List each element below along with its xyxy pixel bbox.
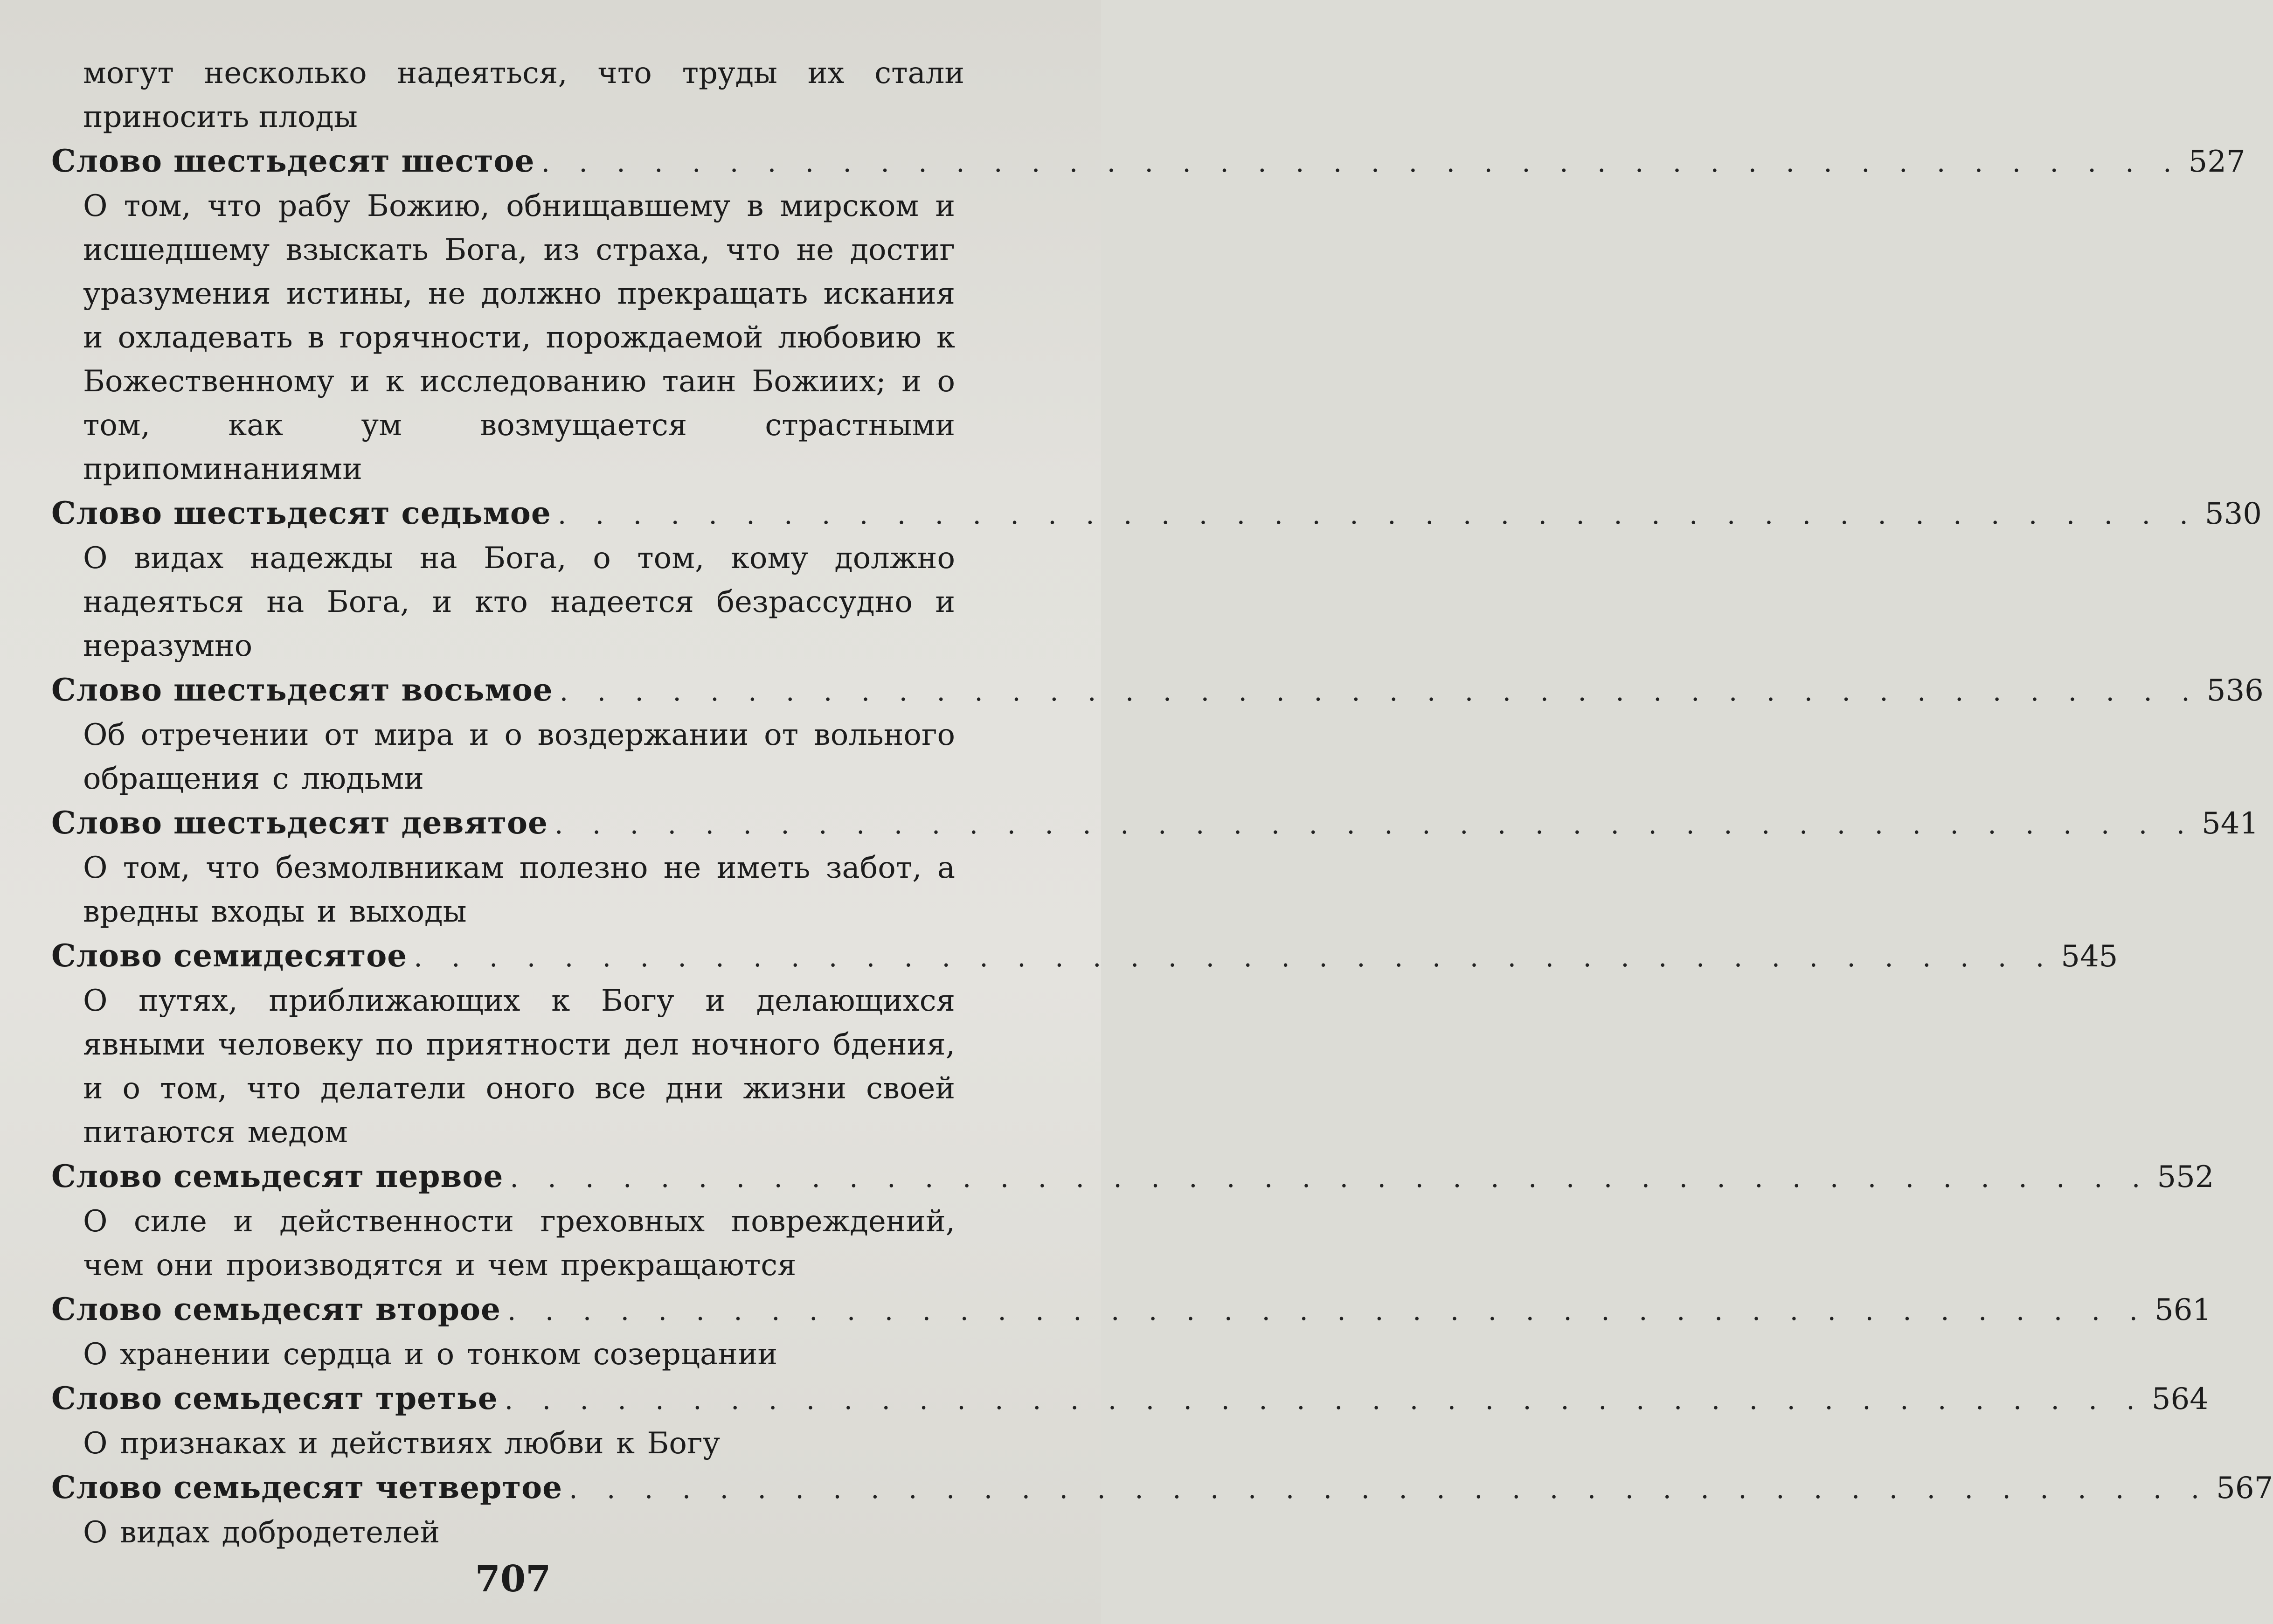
toc-entry-heading (51, 668, 2264, 713)
leader-dots: . . . . . . . . . . . . . . . . . . . . . . . . . . . . . . . . . . . . . . . . . . . . (559, 675, 2200, 707)
chapter-title: Слово шестьдесят седьмое (51, 495, 551, 531)
chapter-title: Слово семьдесят первое (51, 1158, 504, 1194)
chapter-title: Слово семьдесят второе (51, 1291, 501, 1327)
toc-entries (51, 139, 2273, 1555)
chapter-description: О хранении сердца и о тонком созерцании (83, 1337, 778, 1372)
page-number: 707 (475, 1558, 551, 1600)
chapter-description: О том, что рабу Божию, обнищавшему в мирском и исшедшему взыскать Бога, из страха, что не достиг уразумения истины, не должно прекращать искания и охладевать в горячности, порождаемой любовию к Божественному и к исследованию таин Божиих; и о том, как ум возмущается страстными припоминаниями (83, 189, 955, 486)
toc-entry (51, 491, 2262, 668)
toc-entry-heading (51, 934, 2118, 979)
chapter-page-number: 530 (2204, 497, 2262, 531)
table-of-contents (51, 51, 2273, 1555)
toc-entry (51, 139, 2245, 491)
toc-entry (51, 801, 2259, 934)
toc-entry (51, 934, 2118, 1154)
toc-entry (51, 1154, 2214, 1287)
leader-dots: . . . . . . . . . . . . . . . . . . . . . . . . . . . . . . . . . . . . . . . . . . . . (569, 1473, 2210, 1505)
toc-entry-heading (51, 1465, 2273, 1511)
chapter-page-number: 561 (2154, 1293, 2212, 1327)
toc-entry (51, 1376, 2209, 1465)
leader-dots: . . . . . . . . . . . . . . . . . . . . . . . . . . . . . . . . . . . . . . . . . . . . (557, 499, 2198, 530)
toc-entry-heading (51, 801, 2259, 846)
chapter-page-number: 527 (2188, 145, 2245, 179)
chapter-title: Слово шестьдесят шестое (51, 143, 535, 179)
toc-entry (51, 1287, 2212, 1376)
chapter-description: О видах добродетелей (83, 1515, 440, 1550)
chapter-description: Об отречении от мира и о воздержании от вольного обращения с людьми (83, 718, 955, 796)
toc-entry (51, 668, 2264, 801)
chapter-title: Слово шестьдесят девятое (51, 805, 548, 841)
chapter-page-number: 545 (2061, 939, 2118, 974)
toc-entry-heading (51, 1376, 2209, 1422)
toc-entry-heading (51, 1154, 2214, 1200)
leader-dots: . . . . . . . . . . . . . . . . . . . . . . . . . . . . . . . . . . . . . . . . . . . . (510, 1162, 2151, 1194)
chapter-title: Слово семьдесят четвертое (51, 1469, 563, 1506)
chapter-title: Слово шестьдесят восьмое (51, 672, 553, 708)
chapter-description: О путях, приближающих к Богу и делающихся явными человеку по приятности дел ночного бдения, и о том, что делатели оного все дни жизни своей питаются медом (83, 984, 955, 1150)
toc-entry-heading (51, 139, 2245, 184)
chapter-description: О видах надежды на Бога, о том, кому должно надеяться на Бога, и кто надеется безрассудно и неразумно (83, 541, 955, 663)
toc-entry-heading (51, 1287, 2212, 1333)
chapter-title: Слово семидесятое (51, 937, 408, 974)
chapter-description: О силе и действенности греховных повреждений, чем они производятся и чем прекращаются (83, 1204, 955, 1283)
toc-entry-heading (51, 491, 2262, 536)
chapter-description: О признаках и действиях любви к Богу (83, 1426, 721, 1461)
chapter-page-number: 541 (2202, 806, 2259, 841)
continuation-text: могут несколько надеяться, что труды их стали приносить плоды (83, 56, 964, 134)
chapter-title: Слово семьдесят третье (51, 1380, 498, 1416)
chapter-page-number: 536 (2206, 673, 2264, 708)
leader-dots: . . . . . . . . . . . . . . . . . . . . . . . . . . . . . . . . . . . . . . . . . . . . (541, 146, 2182, 178)
chapter-page-number: 552 (2157, 1160, 2214, 1194)
chapter-page-number: 564 (2151, 1382, 2209, 1416)
chapter-description: О том, что безмолвникам полезно не иметь забот, а вредны входы и выходы (83, 851, 955, 929)
toc-entry (51, 1465, 2273, 1555)
leader-dots: . . . . . . . . . . . . . . . . . . . . . . . . . . . . . . . . . . . . . . . . . . . . (507, 1295, 2148, 1326)
chapter-page-number: 567 (2216, 1471, 2273, 1506)
leader-dots: . . . . . . . . . . . . . . . . . . . . . . . . . . . . . . . . . . . . . . . . . . . . (414, 941, 2055, 973)
leader-dots: . . . . . . . . . . . . . . . . . . . . . . . . . . . . . . . . . . . . . . . . . . . . (554, 808, 2196, 840)
leader-dots: . . . . . . . . . . . . . . . . . . . . . . . . . . . . . . . . . . . . . . . . . . . . (504, 1384, 2145, 1416)
